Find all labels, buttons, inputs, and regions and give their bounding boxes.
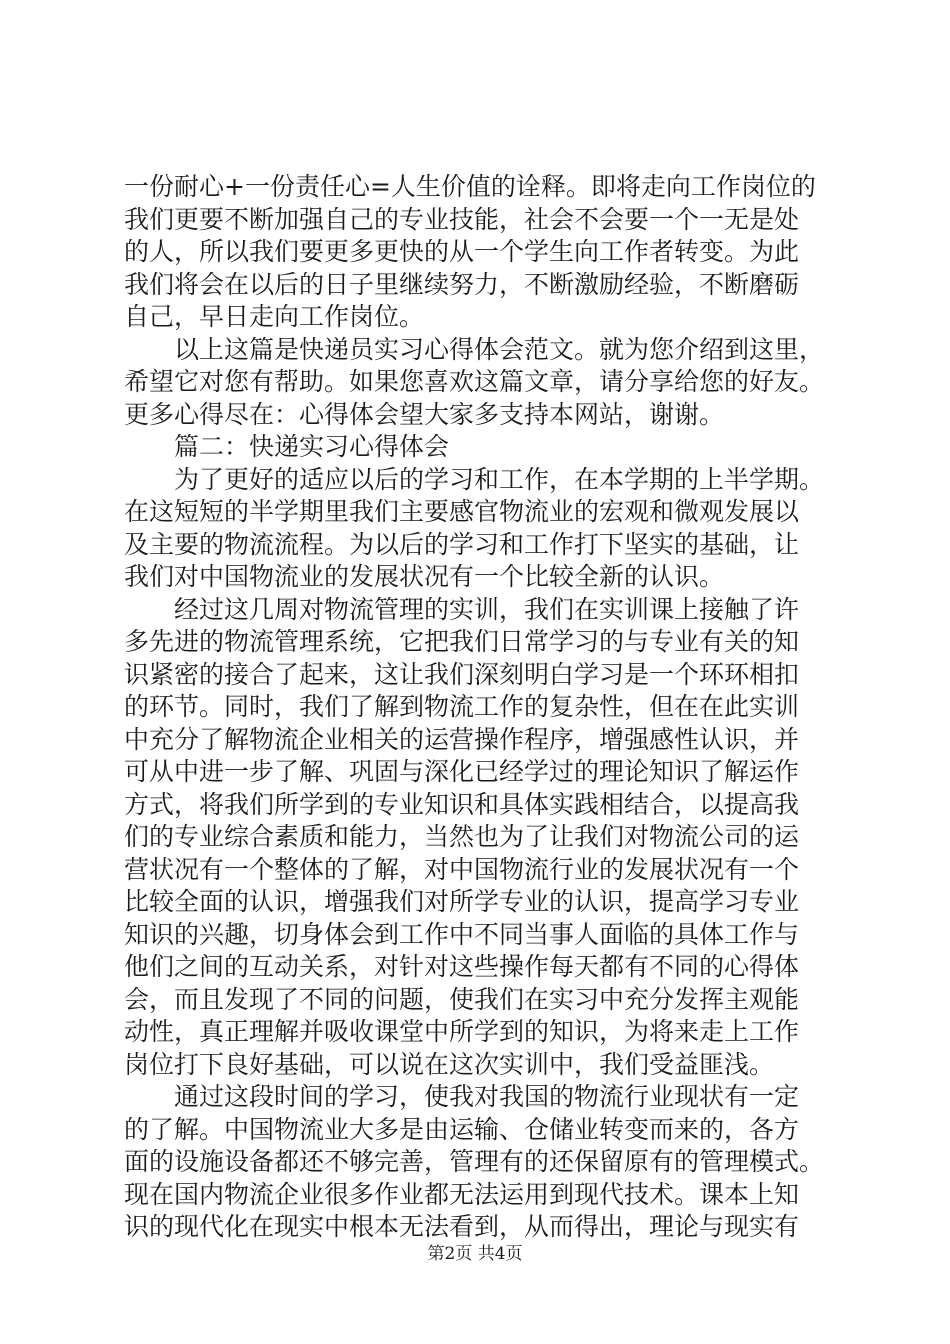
text-line: 中充分了解物流企业相关的运营操作程序，增强感性认识，并 (124, 724, 800, 754)
text-line: 方式，将我们所学到的专业知识和具体实践相结合，以提高我 (124, 789, 800, 819)
text-line: 知识的兴趣，切身体会到工作中不同当事人面临的具体工作与 (124, 919, 800, 949)
text-line: 篇二：快递实习心得体会 (124, 432, 450, 461)
text-line: 我们更要不断加强自己的专业技能，社会不会要一个一无是处 (124, 204, 800, 234)
text-line: 比较全面的认识，增强我们对所学专业的认识，提高学习专业 (124, 887, 800, 916)
text-line: 可从中进一步了解、巩固与深化已经学过的理论知识了解运作 (124, 757, 800, 786)
text-line: 面的设施设备都还不够完善，管理有的还保留原有的管理模式。 (124, 1147, 825, 1176)
text-line: 多先进的物流管理系统，它把我们日常学习的与专业有关的知 (124, 627, 800, 656)
text-line: 我们对中国物流业的发展状况有一个比较全新的认识。 (124, 562, 725, 591)
text-line: 经过这几周对物流管理的实训，我们在实训课上接触了许 (124, 594, 800, 624)
text-line: 一份耐心+一份责任心=人生价值的诠释。即将走向工作岗位的 (124, 172, 816, 201)
text-line: 们的专业综合素质和能力，当然也为了让我们对物流公司的运 (124, 822, 800, 851)
text-line: 希望它对您有帮助。如果您喜欢这篇文章，请分享给您的好友。 (124, 367, 825, 396)
text-line: 现在国内物流企业很多作业都无法运用到现代技术。课本上知 (124, 1179, 800, 1209)
text-line: 的环节。同时，我们了解到物流工作的复杂性，但在在此实训 (124, 692, 800, 721)
text-line: 识的现代化在现实中根本无法看到，从而得出，理论与现实有 (124, 1212, 800, 1241)
text-line: 识紧密的接合了起来，这让我们深刻明白学习是一个环环相扣 (124, 659, 800, 689)
text-line: 在这短短的半学期里我们主要感官物流业的宏观和微观发展以 (124, 497, 800, 526)
document-body (124, 171, 834, 1244)
text-line: 的人，所以我们要更多更快的从一个学生向工作者转变。为此 (124, 237, 800, 266)
text-line: 以上这篇是快递员实习心得体会范文。就为您介绍到这里， (124, 334, 825, 364)
page-footer: 第2页 共4页 (427, 1244, 523, 1264)
text-line: 的了解。中国物流业大多是由运输、仓储业转变而来的，各方 (124, 1114, 800, 1144)
text-line: 动性，真正理解并吸收课堂中所学到的知识，为将来走上工作 (124, 1017, 800, 1046)
text-line: 营状况有一个整体的了解，对中国物流行业的发展状况有一个 (124, 854, 800, 884)
text-line: 岗位打下良好基础，可以说在这次实训中，我们受益匪浅。 (124, 1049, 775, 1079)
text-line: 更多心得尽在：心得体会望大家多支持本网站，谢谢。 (124, 399, 725, 429)
text-line: 通过这段时间的学习，使我对我国的物流行业现状有一定 (124, 1082, 800, 1111)
text-line: 及主要的物流流程。为以后的学习和工作打下坚实的基础，让 (124, 529, 800, 559)
text-line: 他们之间的互动关系，对针对这些操作每天都有不同的心得体 (124, 952, 800, 981)
text-line: 为了更好的适应以后的学习和工作，在本学期的上半学期。 (124, 464, 825, 494)
text-line: 自己，早日走向工作岗位。 (124, 302, 425, 331)
text-line: 会，而且发现了不同的问题，使我们在实习中充分发挥主观能 (124, 984, 800, 1014)
text-line: 我们将会在以后的日子里继续努力，不断激励经验，不断磨砺 (124, 269, 800, 299)
